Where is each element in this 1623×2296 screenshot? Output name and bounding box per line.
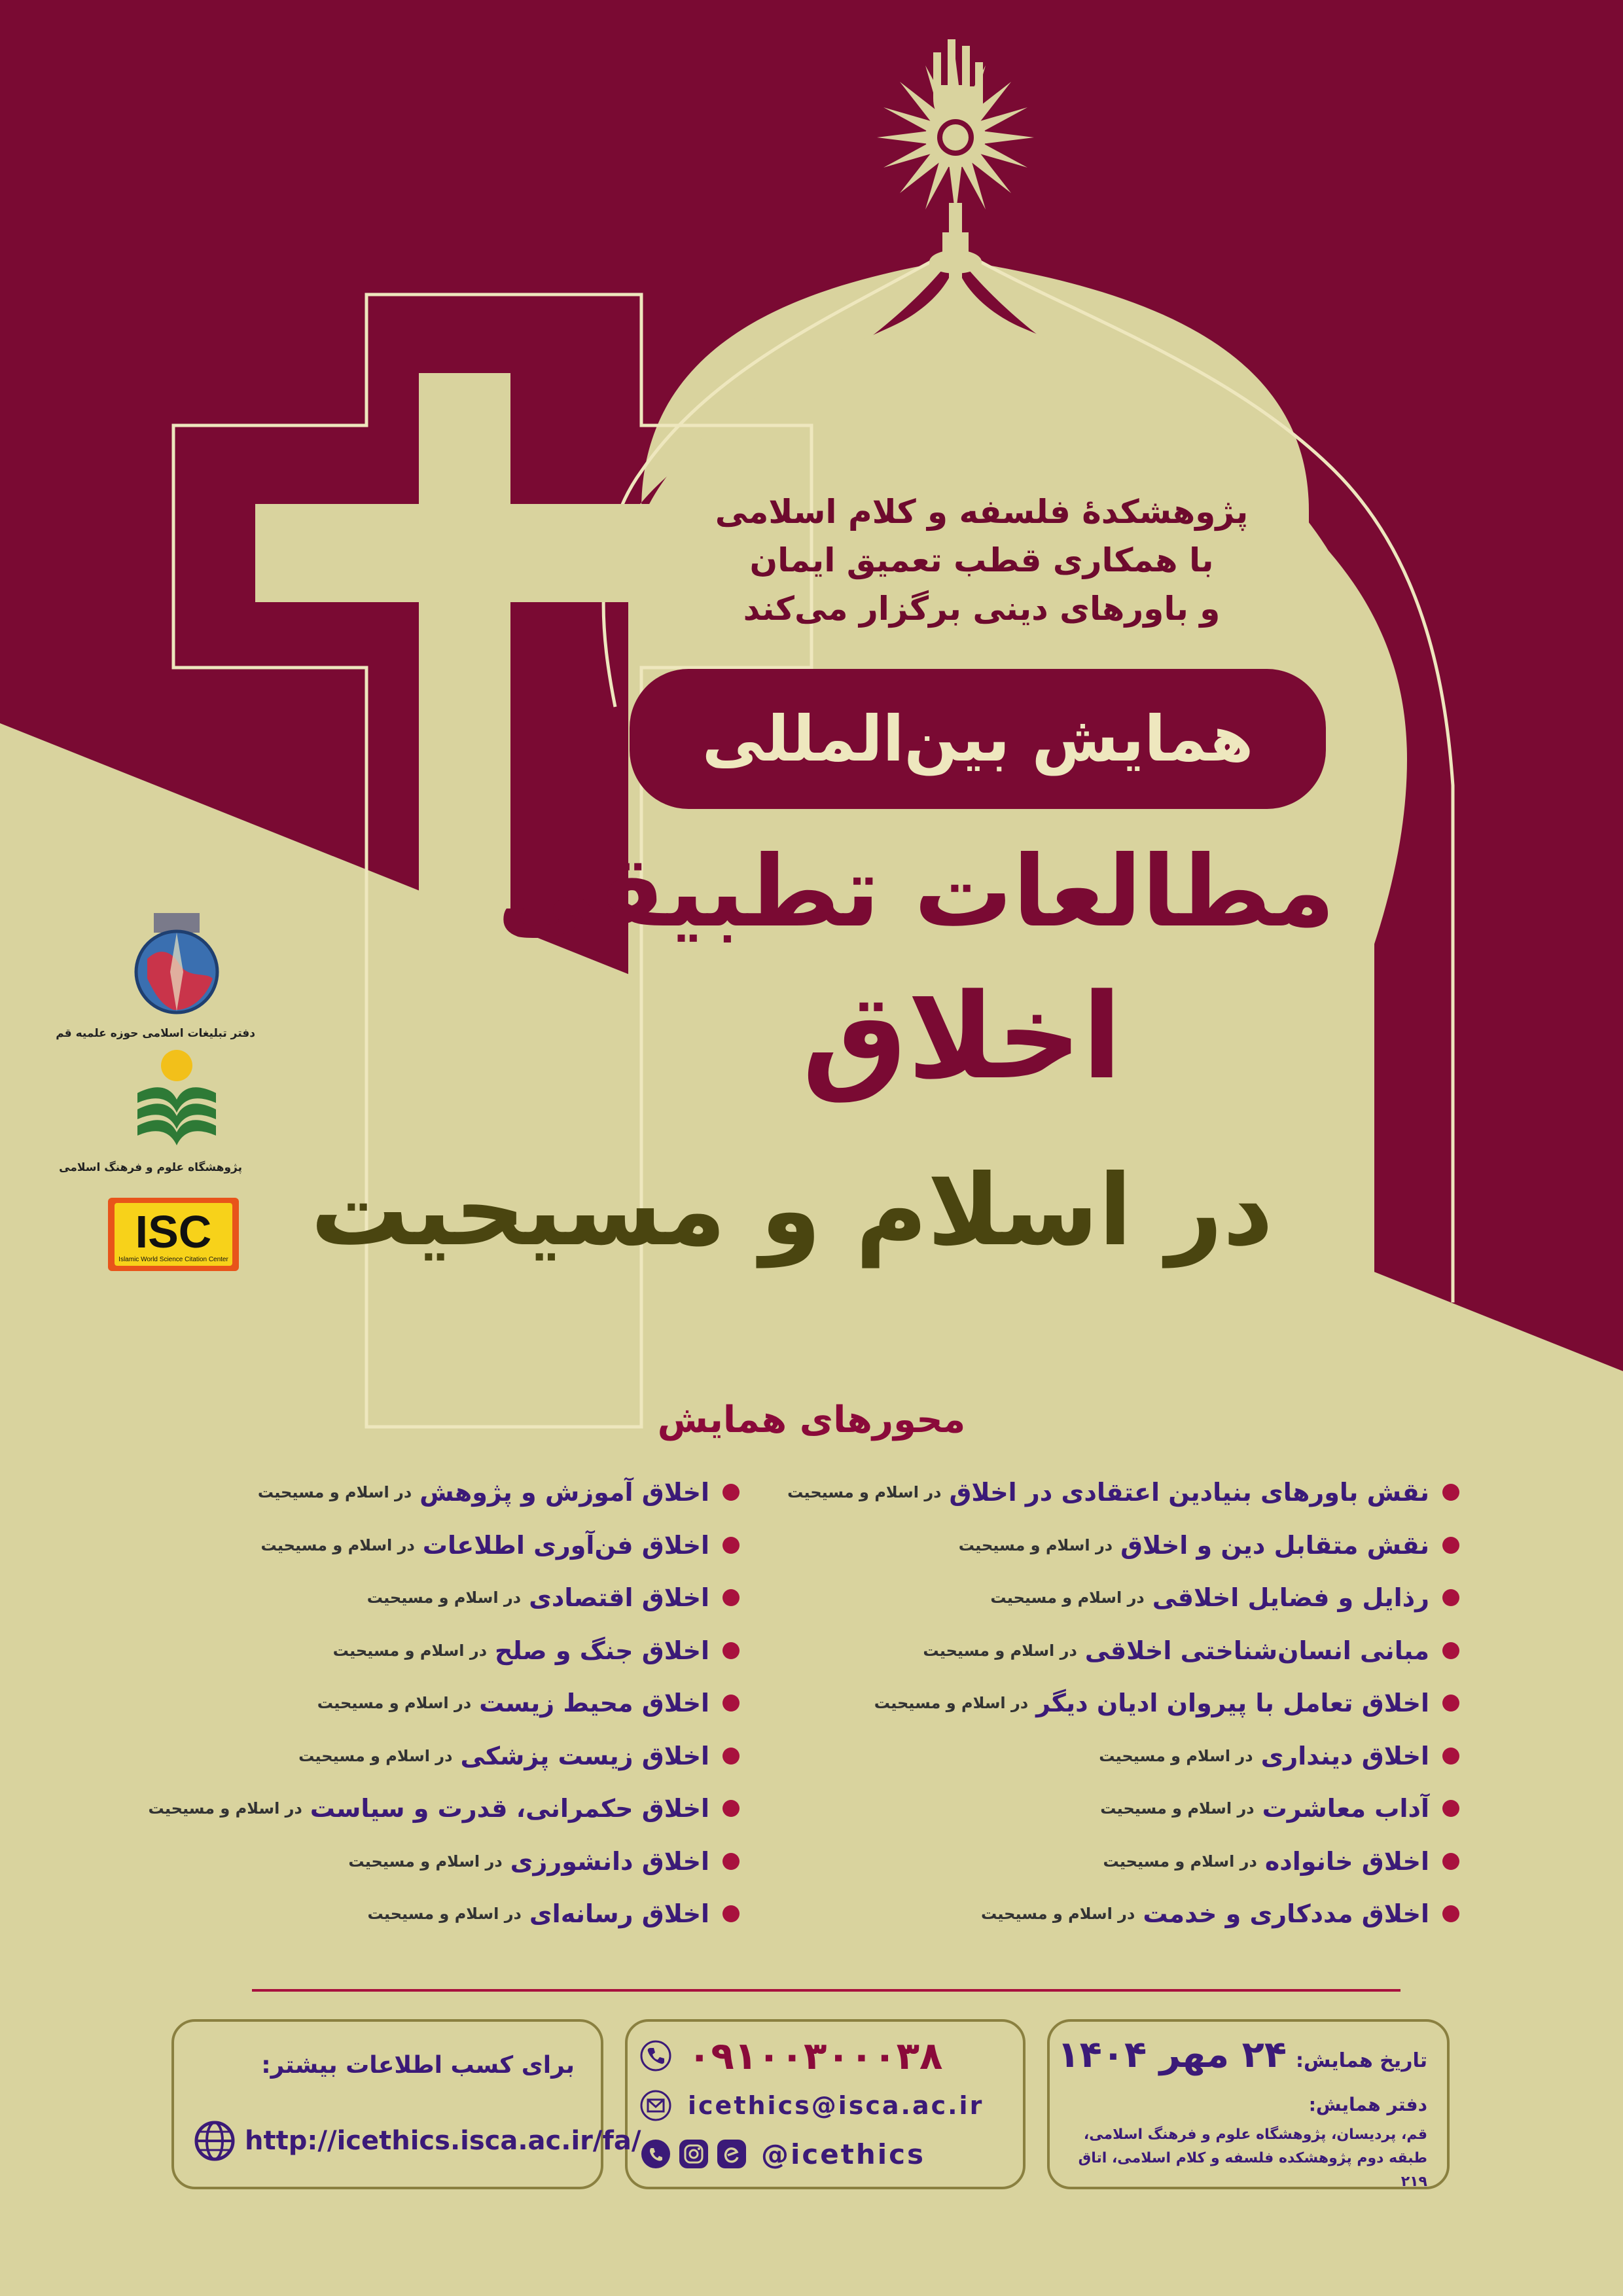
topic-item — [98, 1888, 740, 1941]
social-handle[interactable]: @icethics — [761, 2138, 926, 2170]
instagram-icon[interactable] — [677, 2138, 710, 2170]
logo-isc — [108, 1198, 239, 1271]
organizer-line-3: و باورهای دینی برگزار می‌کند — [743, 590, 1221, 628]
topic-title: اخلاق رسانه‌ای — [529, 1899, 709, 1929]
topic-title: اخلاق خانواده — [1264, 1846, 1429, 1876]
topic-suffix: در اسلام و مسیحیت — [367, 1905, 522, 1924]
topic-title: اخلاق محیط زیست — [479, 1689, 709, 1718]
logo-islamic-propagation-office — [56, 906, 255, 1040]
topic-suffix: در اسلام و مسیحیت — [366, 1588, 522, 1607]
bullet-dot-icon — [1442, 1853, 1459, 1870]
bullet-dot-icon — [722, 1642, 740, 1659]
topic-title: اخلاق دینداری — [1260, 1741, 1429, 1770]
topic-suffix: در اسلام و مسیحیت — [958, 1535, 1113, 1554]
topic-item — [805, 1835, 1459, 1888]
topic-suffix: در اسلام و مسیحیت — [874, 1694, 1029, 1713]
topic-item — [805, 1730, 1459, 1783]
topic-item — [805, 1571, 1459, 1624]
event-date-value: ۲۴ مهر ۱۴۰۴ — [1057, 2034, 1287, 2076]
topics-heading: محورهای همایش — [657, 1399, 966, 1441]
conference-type-pill: همایش بین‌المللی — [630, 669, 1326, 809]
topic-item — [805, 1519, 1459, 1572]
topic-suffix: در اسلام و مسیحیت — [1103, 1852, 1257, 1871]
topic-item — [805, 1624, 1459, 1677]
topic-item — [805, 1888, 1459, 1941]
bullet-dot-icon — [722, 1484, 740, 1501]
more-info-label: برای کسب اطلاعات بیشتر: — [261, 2052, 575, 2079]
website-box — [171, 2019, 641, 2189]
phone-row[interactable] — [639, 2034, 1012, 2078]
topic-suffix: در اسلام و مسیحیت — [332, 1641, 488, 1660]
bullet-dot-icon — [722, 1537, 740, 1554]
topic-suffix: در اسلام و مسیحیت — [257, 1483, 412, 1502]
topic-item — [98, 1730, 740, 1783]
bullet-dot-icon — [722, 1748, 740, 1765]
topic-suffix: در اسلام و مسیحیت — [990, 1588, 1145, 1607]
bullet-dot-icon — [1442, 1642, 1459, 1659]
topic-suffix: در اسلام و مسیحیت — [317, 1694, 472, 1713]
title-line-comparative-studies: مطالعات تطبیقی — [497, 835, 1335, 949]
website-link[interactable]: http://icethics.isca.ac.ir/fa/ — [245, 2126, 641, 2156]
logo-1-caption: دفتر تبلیغات اسلامی حوزه علمیه قم — [56, 1027, 255, 1040]
isc-logo-subtitle: Islamic World Science Citation Center — [118, 1256, 228, 1263]
topics-column-right — [787, 1466, 1459, 1941]
bullet-dot-icon — [1442, 1748, 1459, 1765]
isc-logo-text: ISC — [135, 1206, 212, 1257]
email-row[interactable] — [639, 2086, 1012, 2125]
bullet-dot-icon — [1442, 1800, 1459, 1817]
email-address[interactable]: icethics@isca.ac.ir — [688, 2091, 984, 2120]
topic-title: اخلاق مددکاری و خدمت — [1143, 1899, 1429, 1929]
phone-number[interactable]: ۰۹۱۰۰۳۰۰۰۳۸ — [688, 2034, 943, 2078]
topic-title: اخلاق تعامل با پیروان ادیان دیگر — [1036, 1689, 1429, 1718]
topics-column-left — [98, 1466, 740, 1941]
topic-item — [787, 1466, 1459, 1519]
bullet-dot-icon — [1442, 1905, 1459, 1922]
bullet-dot-icon — [722, 1589, 740, 1606]
email-icon — [639, 2089, 672, 2122]
bullet-dot-icon — [1442, 1695, 1459, 1712]
logo-research-institute — [59, 1047, 242, 1174]
topic-suffix: در اسلام و مسیحیت — [1100, 1799, 1255, 1818]
event-date-label: تاریخ همایش: — [1296, 2049, 1427, 2072]
topic-item — [98, 1677, 740, 1730]
topic-title: مبانی انسان‌شناختی اخلاقی — [1084, 1636, 1429, 1665]
social-row[interactable] — [639, 2134, 1012, 2174]
event-date-box — [1047, 2019, 1450, 2189]
bullet-dot-icon — [1442, 1484, 1459, 1501]
topic-title: اخلاق آموزش و پژوهش — [419, 1478, 709, 1507]
eitaa-icon[interactable] — [715, 2138, 748, 2170]
topic-suffix: در اسلام و مسیحیت — [980, 1905, 1135, 1924]
topic-suffix: در اسلام و مسیحیت — [787, 1483, 942, 1502]
topic-title: نقش متقابل دین و اخلاق — [1120, 1530, 1429, 1560]
organizer-line-1: پژوهشکدۀ فلسفه و کلام اسلامی — [715, 493, 1249, 531]
bullet-dot-icon — [722, 1695, 740, 1712]
topic-suffix: در اسلام و مسیحیت — [148, 1799, 302, 1818]
bullet-dot-icon — [1442, 1537, 1459, 1554]
topic-item — [98, 1466, 740, 1519]
bullet-dot-icon — [722, 1853, 740, 1870]
organizer-text — [694, 488, 1270, 633]
topic-title: اخلاق اقتصادی — [529, 1583, 709, 1613]
bullet-dot-icon — [722, 1905, 740, 1922]
topic-title: رذایل و فضایل اخلاقی — [1152, 1583, 1429, 1613]
website-row[interactable] — [194, 2120, 641, 2162]
topic-suffix: در اسلام و مسیحیت — [923, 1641, 1077, 1660]
topic-title: آداب معاشرت — [1262, 1794, 1429, 1823]
topic-title: اخلاق دانشورزی — [510, 1846, 709, 1876]
globe-icon — [194, 2120, 236, 2162]
title-line-islam-christianity: در اسلام و مسیحیت — [310, 1154, 1274, 1268]
topic-suffix: در اسلام و مسیحیت — [260, 1535, 415, 1554]
organizer-line-2: با همکاری قطب تعمیق ایمان — [749, 541, 1214, 579]
topic-item — [805, 1782, 1459, 1835]
office-address: قم، پردیسان، پژوهشگاه علوم و فرهنگ اسلامی، طبقه دوم پژوهشکده فلسفه و کلام اسلامی، اتاق ۲۱۹ — [1078, 2126, 1427, 2190]
book-sun-emblem-icon — [124, 1047, 229, 1158]
whatsapp-icon[interactable] — [639, 2138, 672, 2170]
topic-title: نقش باورهای بنیادین اعتقادی در اخلاق — [949, 1478, 1429, 1507]
topic-item — [98, 1835, 740, 1888]
section-divider — [252, 1989, 1400, 1992]
topic-title: اخلاق حکمرانی، قدرت و سیاست — [310, 1794, 709, 1823]
topic-title: اخلاق فن‌آوری اطلاعات — [422, 1530, 709, 1560]
topic-suffix: در اسلام و مسیحیت — [298, 1746, 453, 1765]
logo-2-caption: پژوهشگاه علوم و فرهنگ اسلامی — [59, 1161, 242, 1174]
topic-item — [98, 1624, 740, 1677]
title-line-ethics: اخلاق — [802, 969, 1122, 1105]
topic-suffix: در اسلام و مسیحیت — [348, 1852, 503, 1871]
topic-item — [98, 1782, 740, 1835]
office-label: دفتر همایش: — [1308, 2094, 1427, 2115]
topic-item — [805, 1677, 1459, 1730]
bullet-dot-icon — [1442, 1589, 1459, 1606]
topic-suffix: در اسلام و مسیحیت — [1099, 1746, 1253, 1765]
contact-box — [625, 2019, 1026, 2189]
globe-emblem-icon — [128, 906, 226, 1024]
topic-item — [98, 1571, 740, 1624]
topic-title: اخلاق جنگ و صلح — [495, 1636, 709, 1665]
topic-item — [98, 1519, 740, 1572]
phone-icon — [639, 2039, 672, 2072]
topic-title: اخلاق زیست پزشکی — [460, 1741, 709, 1770]
bullet-dot-icon — [722, 1800, 740, 1817]
